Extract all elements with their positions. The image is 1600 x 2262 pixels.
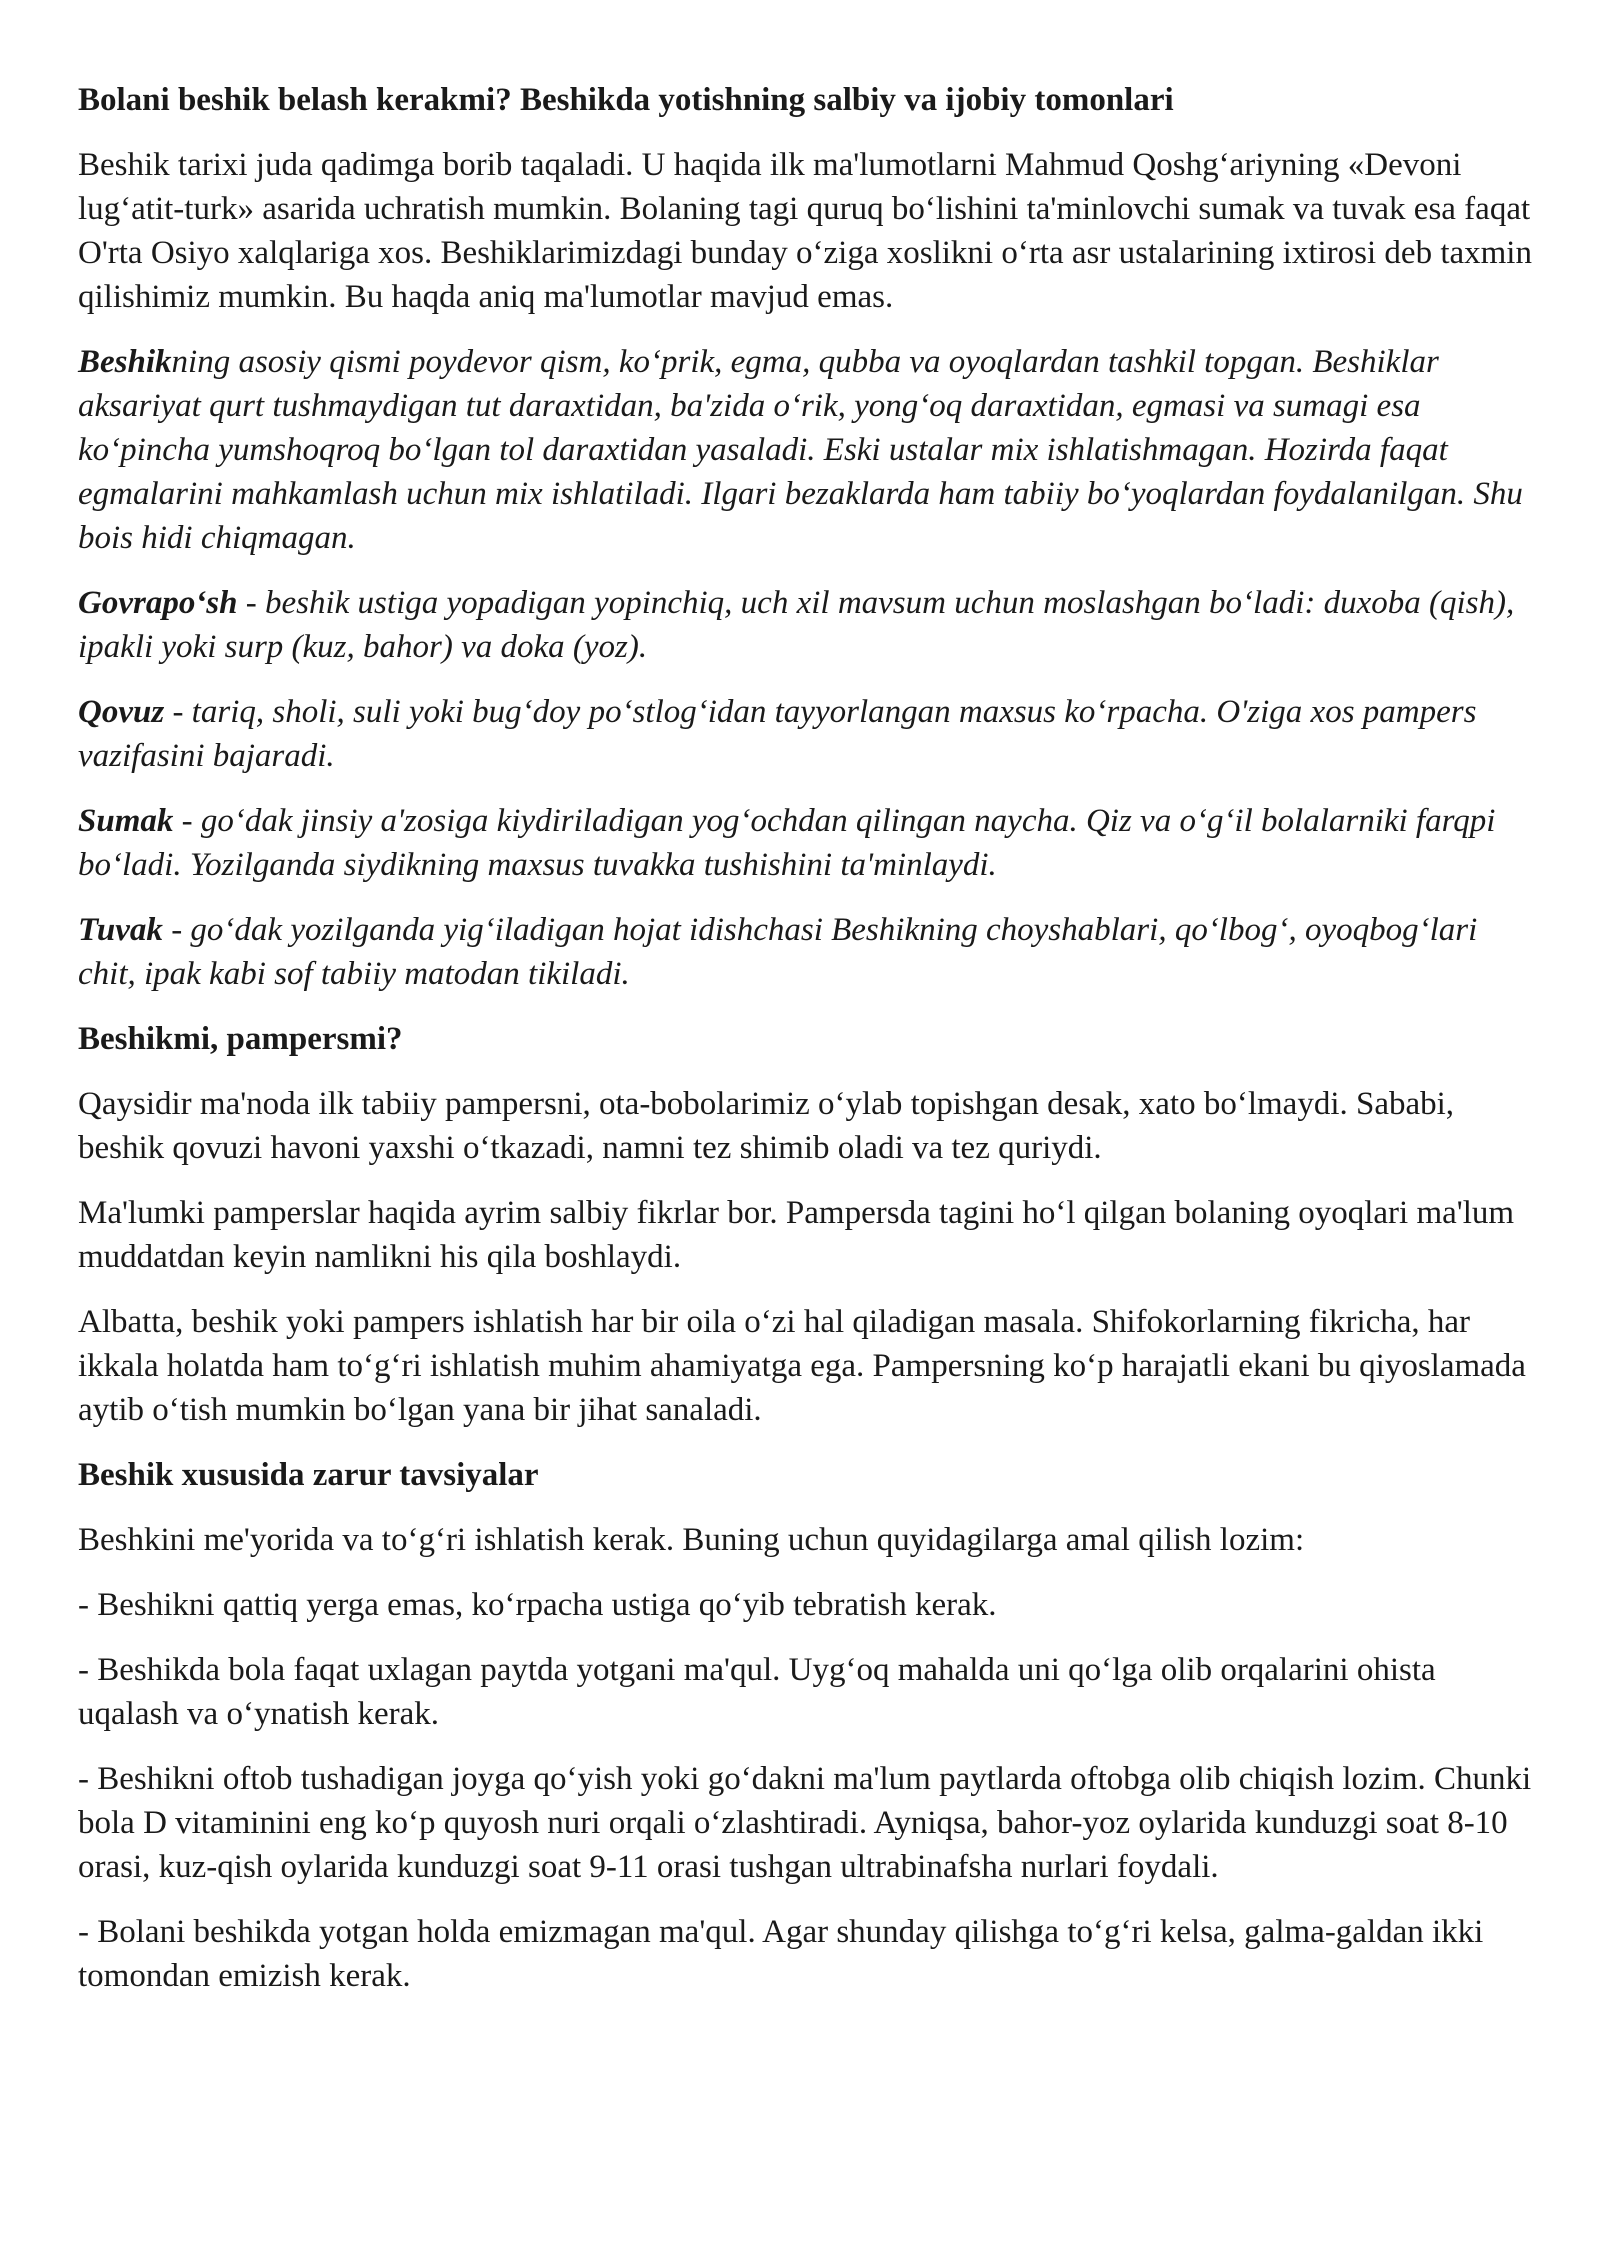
qovuz-term: Qovuz (78, 694, 165, 730)
recommendation-item: - Beshikni oftob tushadigan joyga qo‘yish yoki go‘dakni ma'lum paytlarda oftobga olib chiqish lozim. Chunki bola D vitaminini eng ko‘p quyosh nuri orqali o‘zlashtiradi. Ayniqsa, bahor-yoz oylarida kunduzgi soat 8-10 orasi, kuz-qish oylarida kunduzgi soat 9-11 orasi tushgan ultrabinafsha nurlari foydali. (78, 1761, 1532, 1885)
recommendation-item: - Beshikni qattiq yerga emas, ko‘rpacha ustiga qo‘yib tebratish kerak. (78, 1587, 997, 1623)
qovuz-description: - tariq, sholi, suli yoki bug‘doy po‘stlog‘idan tayyorlangan maxsus ko‘rpacha. O'ziga xos pampers vazifasini bajaradi. (78, 694, 1477, 774)
section2-paragraph-2: Ma'lumki pamperslar haqida ayrim salbiy fikrlar bor. Pampersda tagini ho‘l qilgan bolaning oyoqlari ma'lum muddatdan keyin namlikni his qila boshlaydi. (78, 1195, 1515, 1275)
recommendation-item: - Beshikda bola faqat uxlagan paytda yotgani ma'qul. Uyg‘oq mahalda uni qo‘lga olib orqalarini ohista uqalash va o‘ynatish kerak. (78, 1652, 1436, 1732)
recommendation-item: - Bolani beshikda yotgan holda emizmagan ma'qul. Agar shunday qilishga to‘g‘ri kelsa, galma-galdan ikki tomondan emizish kerak. (78, 1914, 1484, 1994)
intro-paragraph: Beshik tarixi juda qadimga borib taqaladi. U haqida ilk ma'lumotlarni Mahmud Qoshg‘ariyning «Devoni lug‘atit-turk» asarida uchratish mumkin. Bolaning tagi quruq bo‘lishini ta'minlovchi sumak va tuvak esa faqat O'rta Osiyo xalqlariga xos. Beshiklarimizdagi bunday o‘ziga xoslikni o‘rta asr ustalarining ixtirosi deb taxmin qilishimiz mumkin. Bu haqda aniq ma'lumotlar mavjud emas. (78, 147, 1532, 315)
sumak-term: Sumak (78, 803, 174, 839)
sumak-paragraph (78, 799, 1538, 887)
section-heading-tavsiyalar: Beshik xususida zarur tavsiyalar (78, 1457, 539, 1493)
beshik-description: ning asosiy qismi poydevor qism, ko‘prik, egma, qubba va oyoqlardan tashkil topgan. Beshiklar aksariyat qurt tushmaydigan tut daraxtidan, ba'zida o‘rik, yong‘oq daraxtidan, egmasi va sumagi esa ko‘pincha yumshoqroq bo‘lgan tol daraxtidan yasaladi. Eski ustalar mix ishlatishmagan. Hozirda faqat egmalarini mahkamlash uchun mix ishlatiladi. Ilgari bezaklarda ham tabiiy bo‘yoqlardan foydalanilgan. Shu bois hidi chiqmagan. (78, 344, 1523, 556)
tuvak-description: - go‘dak yozilganda yig‘iladigan hojat idishchasi Beshikning choyshablari, qo‘lbog‘, oyoqbog‘lari chit, ipak kabi sof tabiiy matodan tikiladi. (78, 912, 1478, 992)
tuvak-term: Tuvak (78, 912, 163, 948)
section3-paragraph-1: Beshkini me'yorida va to‘g‘ri ishlatish kerak. Buning uchun quyidagilarga amal qilish lozim: (78, 1522, 1305, 1558)
section-heading-beshikmi: Beshikmi, pampersmi? (78, 1021, 403, 1057)
govrapo-description: - beshik ustiga yopadigan yopinchiq, uch xil mavsum uchun moslashgan bo‘ladi: duxoba (qish), ipakli yoki surp (kuz, bahor) va doka (yoz). (78, 585, 1515, 665)
sumak-description: - go‘dak jinsiy a'zosiga kiydiriladigan yog‘ochdan qilingan naycha. Qiz va o‘g‘il bolalarniki farqpi bo‘ladi. Yozilganda siydikning maxsus tuvakka tushishini ta'minlaydi. (78, 803, 1496, 883)
document-title: Bolani beshik belash kerakmi? Beshikda yotishning salbiy va ijobiy tomonlari (78, 82, 1174, 118)
beshik-term: Beshik (78, 344, 172, 380)
document-page (78, 78, 1538, 2019)
beshik-parts-paragraph (78, 340, 1538, 560)
section2-paragraph-1: Qaysidir ma'noda ilk tabiiy pampersni, ota-bobolarimiz o‘ylab topishgan desak, xato bo‘lmaydi. Sababi, beshik qovuzi havoni yaxshi o‘tkazadi, namni tez shimib oladi va tez quriydi. (78, 1086, 1455, 1166)
govrapo-term: Govrapo‘sh (78, 585, 238, 621)
qovuz-paragraph (78, 690, 1538, 778)
govrapo-paragraph (78, 581, 1538, 669)
section2-paragraph-3: Albatta, beshik yoki pampers ishlatish har bir oila o‘zi hal qiladigan masala. Shifokorlarning fikricha, har ikkala holatda ham to‘g‘ri ishlatish muhim ahamiyatga ega. Pampersning ko‘p harajatli ekani bu qiyoslamada aytib o‘tish mumkin bo‘lgan yana bir jihat sanaladi. (78, 1304, 1526, 1428)
tuvak-paragraph (78, 908, 1538, 996)
